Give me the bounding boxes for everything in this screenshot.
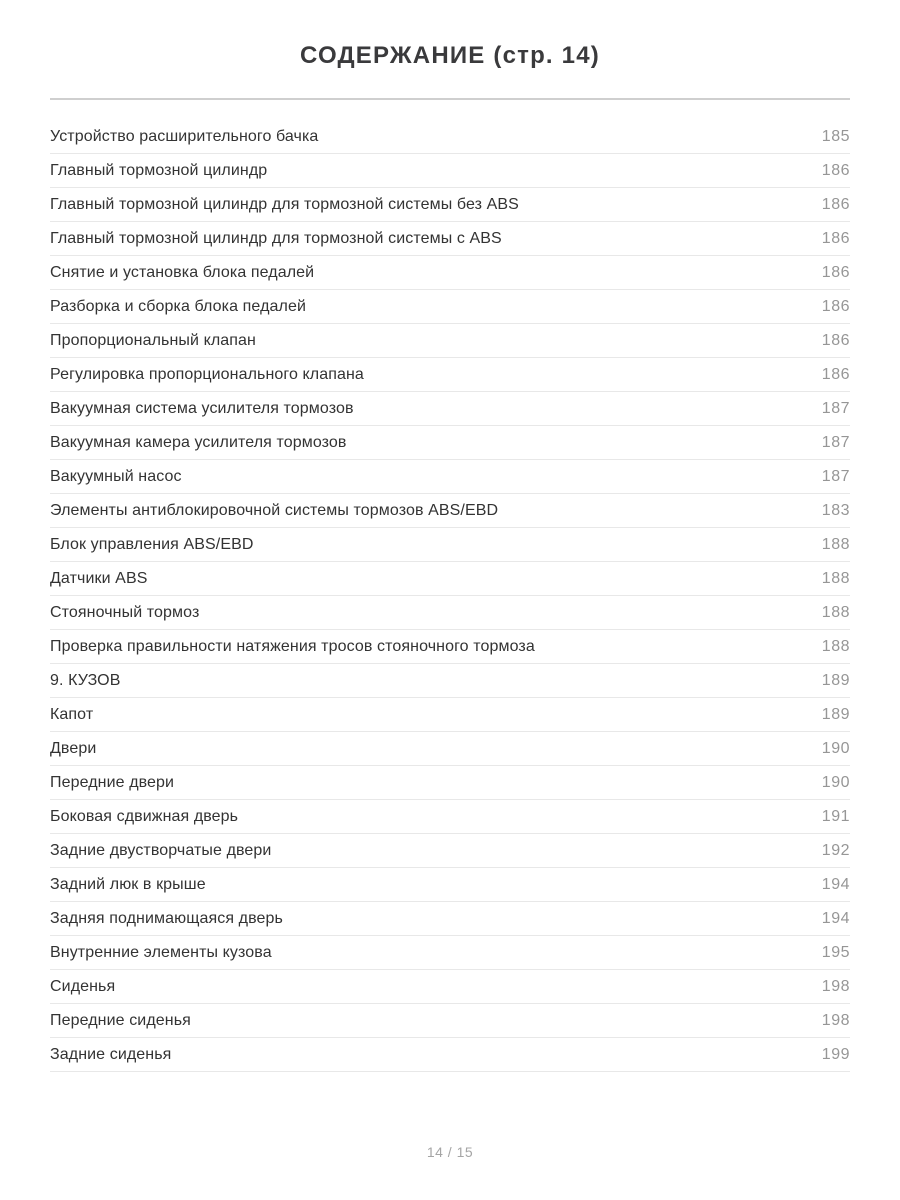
page-indicator: 14 / 15	[426, 1144, 474, 1160]
toc-entry-title: Регулировка пропорционального клапана	[50, 365, 364, 383]
toc-row[interactable]	[50, 868, 850, 902]
toc-entry-title: 9. КУЗОВ	[50, 671, 121, 689]
toc-entry-page: 186	[821, 263, 850, 281]
toc-row[interactable]	[50, 834, 850, 868]
toc-entry-page: 195	[821, 943, 850, 961]
toc-entry-title: Элементы антиблокировочной системы тормозов ABS/EBD	[50, 501, 499, 519]
toc-entry-title: Сиденья	[50, 977, 116, 995]
toc-entry-page: 189	[821, 705, 850, 723]
toc-entry-page: 199	[821, 1045, 850, 1063]
toc-row[interactable]	[50, 664, 850, 698]
toc-entry-page: 188	[821, 603, 850, 621]
toc-entry-title: Задние двустворчатые двери	[50, 841, 272, 859]
toc-entry-page: 187	[821, 433, 850, 451]
toc-row[interactable]	[50, 392, 850, 426]
toc-entry-page: 186	[821, 229, 850, 247]
toc-entry-title: Передние сиденья	[50, 1011, 191, 1029]
toc-row[interactable]	[50, 902, 850, 936]
toc-entry-page: 194	[821, 875, 850, 893]
toc-row[interactable]	[50, 630, 850, 664]
toc-row[interactable]	[50, 698, 850, 732]
toc-entry-title: Блок управления ABS/EBD	[50, 535, 254, 553]
toc-list	[50, 120, 850, 1072]
toc-entry-page: 188	[821, 637, 850, 655]
toc-row[interactable]	[50, 936, 850, 970]
toc-entry-page: 191	[821, 807, 850, 825]
toc-entry-page: 186	[821, 161, 850, 179]
toc-entry-page: 189	[821, 671, 850, 689]
toc-entry-page: 185	[821, 127, 850, 145]
toc-row[interactable]	[50, 290, 850, 324]
toc-entry-title: Стояночный тормоз	[50, 603, 200, 621]
toc-entry-title: Капот	[50, 705, 94, 723]
toc-row[interactable]	[50, 188, 850, 222]
toc-row[interactable]	[50, 324, 850, 358]
page-title: СОДЕРЖАНИЕ (стр. 14)	[300, 42, 600, 69]
toc-entry-page: 186	[821, 365, 850, 383]
toc-row[interactable]	[50, 596, 850, 630]
toc-row[interactable]	[50, 358, 850, 392]
title-divider	[50, 98, 850, 100]
toc-entry-page: 198	[821, 1011, 850, 1029]
toc-row[interactable]	[50, 494, 850, 528]
toc-entry-title: Вакуумный насос	[50, 467, 182, 485]
toc-entry-title: Боковая сдвижная дверь	[50, 807, 239, 825]
toc-row[interactable]	[50, 256, 850, 290]
toc-row[interactable]	[50, 1004, 850, 1038]
toc-entry-title: Задний люк в крыше	[50, 875, 206, 893]
toc-row[interactable]	[50, 460, 850, 494]
toc-row[interactable]	[50, 800, 850, 834]
toc-row[interactable]	[50, 426, 850, 460]
toc-entry-title: Задние сиденья	[50, 1045, 172, 1063]
toc-entry-title: Датчики ABS	[50, 569, 148, 587]
toc-row[interactable]	[50, 562, 850, 596]
toc-entry-title: Внутренние элементы кузова	[50, 943, 272, 961]
toc-row[interactable]	[50, 732, 850, 766]
toc-entry-page: 194	[821, 909, 850, 927]
toc-entry-page: 187	[821, 399, 850, 417]
toc-entry-page: 188	[821, 535, 850, 553]
toc-entry-page: 186	[821, 297, 850, 315]
toc-entry-page: 187	[821, 467, 850, 485]
toc-entry-title: Вакуумная система усилителя тормозов	[50, 399, 354, 417]
toc-entry-title: Главный тормозной цилиндр	[50, 161, 268, 179]
toc-entry-title: Разборка и сборка блока педалей	[50, 297, 306, 315]
toc-entry-title: Устройство расширительного бачка	[50, 127, 319, 145]
toc-entry-page: 190	[821, 773, 850, 791]
toc-entry-title: Главный тормозной цилиндр для тормозной системы без ABS	[50, 195, 519, 213]
toc-entry-page: 186	[821, 331, 850, 349]
toc-entry-title: Двери	[50, 739, 97, 757]
toc-entry-title: Проверка правильности натяжения тросов стояночного тормоза	[50, 637, 535, 655]
toc-entry-title: Пропорциональный клапан	[50, 331, 256, 349]
toc-entry-page: 186	[821, 195, 850, 213]
toc-entry-title: Вакуумная камера усилителя тормозов	[50, 433, 347, 451]
toc-row[interactable]	[50, 1038, 850, 1072]
toc-row[interactable]	[50, 154, 850, 188]
toc-entry-page: 183	[821, 501, 850, 519]
toc-entry-page: 190	[821, 739, 850, 757]
toc-row[interactable]	[50, 120, 850, 154]
toc-entry-title: Передние двери	[50, 773, 175, 791]
toc-entry-page: 188	[821, 569, 850, 587]
toc-row[interactable]	[50, 222, 850, 256]
toc-entry-page: 198	[821, 977, 850, 995]
toc-row[interactable]	[50, 766, 850, 800]
toc-entry-title: Задняя поднимающаяся дверь	[50, 909, 283, 927]
toc-entry-title: Снятие и установка блока педалей	[50, 263, 315, 281]
toc-entry-page: 192	[821, 841, 850, 859]
toc-entry-title: Главный тормозной цилиндр для тормозной системы с ABS	[50, 229, 502, 247]
toc-row[interactable]	[50, 528, 850, 562]
toc-row[interactable]	[50, 970, 850, 1004]
